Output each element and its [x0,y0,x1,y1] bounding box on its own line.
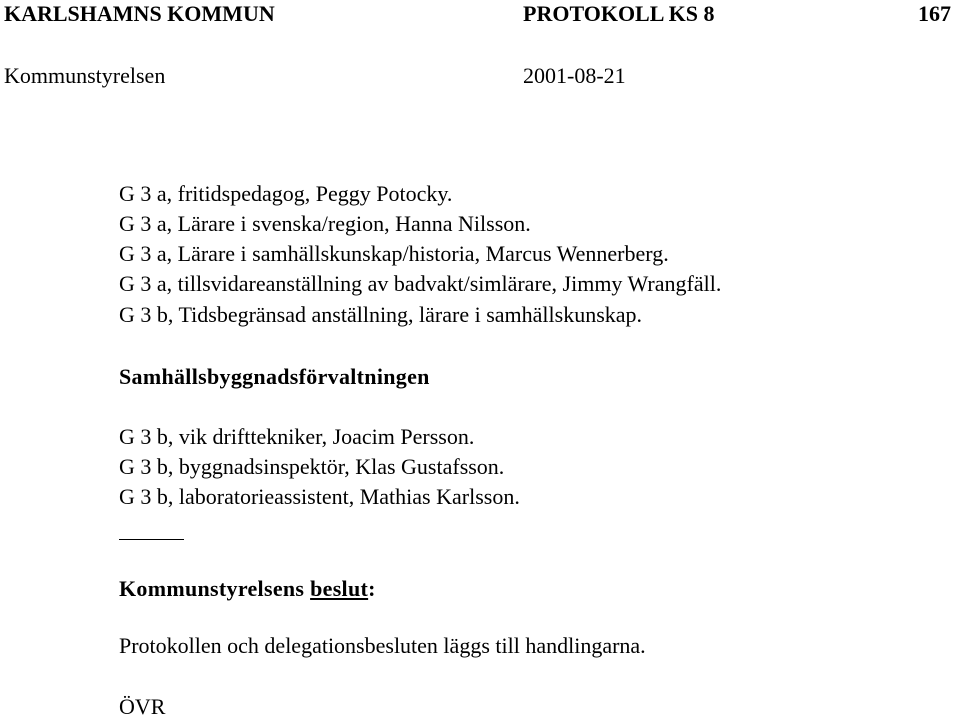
section-heading: Samhällsbyggnadsförvaltningen [119,364,430,389]
separator-line [119,539,184,540]
decision-text: Protokollen och delegationsbesluten läggs till handlingarna. [119,633,646,658]
appointment-line: G 3 a, tillsvidareanställning av badvakt/simlärare, Jimmy Wrangfäll. [119,271,722,296]
section-item: G 3 b, vik drifttekniker, Joacim Persson. [119,424,475,449]
committee-name: Kommunstyrelsen [4,63,166,88]
decision-heading-prefix: Kommunstyrelsens [119,576,311,601]
organization-name: KARLSHAMNS KOMMUN [4,1,275,26]
decision-heading [119,575,376,603]
decision-heading-suffix: : [368,576,376,601]
decision-heading-underlined: beslut [310,576,369,601]
meeting-date: 2001-08-21 [523,63,626,88]
page-number: 167 [918,1,951,26]
appointment-line: G 3 a, Lärare i svenska/region, Hanna Nilsson. [119,211,531,236]
section-item: G 3 b, byggnadsinspektör, Klas Gustafsson. [119,454,505,479]
category-label: ÖVR [119,694,166,719]
section-item: G 3 b, laboratorieassistent, Mathias Karlsson. [119,484,520,509]
appointment-line: G 3 b, Tidsbegränsad anställning, lärare i samhällskunskap. [119,302,643,327]
appointment-line: G 3 a, Lärare i samhällskunskap/historia, Marcus Wennerberg. [119,241,669,266]
appointment-line: G 3 a, fritidspedagog, Peggy Potocky. [119,181,453,206]
protocol-title: PROTOKOLL KS 8 [523,1,715,26]
